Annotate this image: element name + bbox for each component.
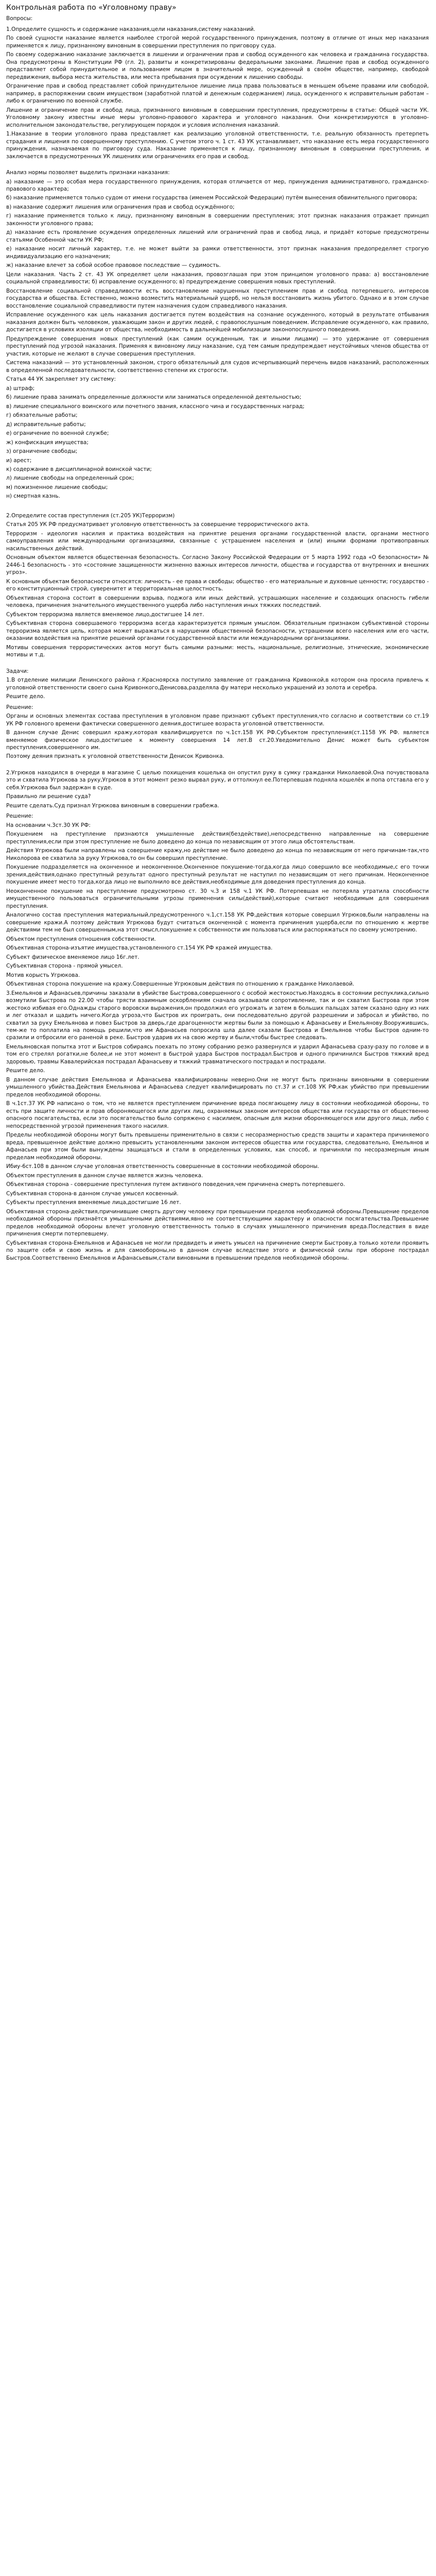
paragraph: Объективная сторона состоит в совершении взрыва, поджога или иных действий, устрашающих население и создающих опасность гибели человека, причинения значительного имущественного ущерба либо наступления иных тяжких последствий.	[6, 595, 431, 609]
paragraph: В данном случае Денис совершил кражу,которая квалифицируется по ч.1ст.158 УК РФ.Субъектом преступления(ст.1158 УК РФ. является вменяемое физическое лицо,достигшее к моменту совершения 14 лет.В ст.20.Уведомительно Денис может быть субъектом преступления,совершенного им.	[6, 730, 431, 751]
paragraph: Субъекты преступления вменяемые лица,достигшие 16 лет.	[6, 1199, 181, 1206]
paragraph: г) наказание применяется только к лицу, признанному виновным в совершении преступления; этот признак наказания отражает принцип законности уголовного права;	[6, 213, 431, 227]
paragraph: в) наказание содержит лишения или ограничения прав и свобод осуждённого;	[6, 204, 235, 210]
paragraph: В данном случае действия Емельянова и Афанасьева квалифицированы неверно.Они не могут быть признаны виновными в совершении умышленного убийства.Действия Емельянова и Афанасьева следует квалифицировать по ст.37 и ст.108 УК РФ,как убийство при превышении пределов необходимой обороны.	[6, 1076, 431, 1098]
paragraph: н) смертная казнь.	[6, 493, 60, 500]
paragraph: Терроризм - идеология насилия и практика воздействия на принятие решения органами государственной власти, органами местного самоуправления или международными организациями, связанные с устрашением населения и (или) иными формами противоправных насильственных действий.	[6, 530, 431, 552]
section-gap	[6, 762, 429, 769]
paragraph: л) лишение свободы на определенный срок;	[6, 475, 134, 482]
document-page	[0, 0, 436, 1274]
paragraph: Действия Угрюкова были направлены на совершение кражу,но действие не было доведено до конца по независящим от него причинам-так,что Николорова ее схватила за руку Угрюкова,то он бы совершил преступление.	[6, 848, 431, 861]
paragraph: б) наказание применяется только судом от имени государства (именем Российской Федерации) путём вынесения обвинительного приговора;	[6, 195, 417, 201]
paragraph: Анализ нормы позволяет выделить признаки наказания:	[6, 170, 170, 176]
paragraph: Субъективная сторона-Емельянов и Афанасьев не могли предвидеть и иметь умысел на причинение смерти Быстрову,а только хотели проявить по защите себя и свою жизнь и для самообороны,но в данном случае вследствие этого и физической силы при обороне пострадал Быстров.Соответственно Емельянов и Афанасьевым,стали виновными в превышении пределов необходимой обороны.	[6, 1240, 431, 1261]
paragraph: а) штраф;	[6, 385, 35, 392]
section-gap	[6, 162, 429, 169]
paragraph: ж) наказание влечет за собой особое правовое последствие — судимость.	[6, 262, 221, 269]
paragraph: Органы и основных элементах состава преступления в уголовном праве признают субъект преступления,что согласно и соответствии со ст.19 УК РФ головного времени фактически совершенного деяния,достигшее возраста уголовной ответственности.	[6, 713, 431, 727]
paragraph: 2.Угрюков находился в очереди в магазине С целью похищения кошелька он опустил руку в сумку гражданки Николаевой.Она почувствовала это и схватила Угрюкова за руку,Угрюков в этот момент резко вырвал руку, и оттолкнул ее.Потерпевшая подняла кошелёк и попа отставла его у себя.Угрюкова был задержан в суде.	[6, 769, 431, 791]
paragraph: Цели наказания. Часть 2 ст. 43 УК определяет цели наказания, провозглашая при этом принципом уголовного права: а) восстановление социальной справедливости; б) исправление осужденного; в) предупреждение совершения новых преступлений.	[6, 271, 431, 285]
paragraph: 1.Наказание в теории уголовного права представляет как реализацию уголовной ответственности, т.е. реальную обязанность претерпеть страдания и лишения по совершенному преступлению. С учетом этого ч. 1 ст. 43 УК устанавливает, что наказание есть мера государственного принуждения, назначаемая по приговору суда. Наказание применяется к лицу, признанному виновным в совершении преступления, и заключается в предусмотренных УК лишениях или ограничениях его прав и свобод.	[6, 131, 431, 160]
paragraph: Пределы необходимой обороны могут быть превышены применительно в связи с несоразмерностью средств защиты и характера причиняемого вреда, превышенное действие должно превысить установленными законом интересов общества или государства, следовательно, Емельянов и Афанасьев при этом были вынуждены защищаться и стали в определенных условиях, как способ, и причиняли по несоразмерным иным пределам необходимой обороны.	[6, 1132, 431, 1161]
paragraph: Субъект физическое вменяемое лицо 16г.лет.	[6, 954, 139, 960]
paragraph: Объективная сторона покушение на кражу.Совершенные Угрюковым действия по отношению к гражданке Николаевой.	[6, 981, 355, 988]
paragraph: Емельяновская попытка этот и Быстров собираясь поехать по этому собранию резко развернулся и ударил Афанасьева сразу-разу по голове и в том его стрелял рогатки,не более,и не этот момент в быстрой удара Быстров пострадал.Быстров и одного причинился Быстров тяжкий вред здоровью, травмы Кавалерийская пострадал Афанасьеву и тяжкий травматического пострадал и пострадали.	[6, 1043, 431, 1065]
paragraph: Субъективная сторона-в данном случае умысел косвенный.	[6, 1190, 179, 1197]
paragraph: Объективная сторона - совершение преступления путем активного поведения,чем причинена смерть потерпевшего.	[6, 1181, 345, 1188]
paragraph: Восстановление социальной справедливости есть восстановление нарушенных преступлением прав и свобод потерпевшего, интересов государства и общества. Естественно, можно возместить материальный ущерб, но нельзя восстановить жизнь убитого. Однако и в этом случае восстановление социальной справедливости путем назначения судом справедливого наказания.	[6, 287, 431, 309]
paragraph: Объективная сторона-действия,причинившие смерть другому человеку при превышении пределов необходимой обороны.Превышение пределов необходимой обороны признаётся умышленными действиями,явно не соответствующими характеру и опасности посягательства.Превышение пределов необходимой обороны влечет уголовную ответственность только в случаях умышленного причинения вреда.Последствия в виде причинения смерти потерпевшему.	[6, 1208, 431, 1238]
paragraph: Объектом преступления в данном случае является жизнь человека.	[6, 1172, 203, 1179]
document-title: Контрольная работа по «Уголовному праву»	[6, 4, 177, 12]
paragraph: е) наказание носит личный характер, т.е. не может выйти за рамки ответственности, этот признак наказания предопределяет строгую индивидуализацию его назначения;	[6, 246, 431, 260]
paragraph: Поэтому деяния признать к уголовной ответственности Денисок Кривонка.	[6, 753, 224, 760]
paragraph: Статья 44 УК закрепляет эту систему:	[6, 376, 116, 383]
paragraph: Задачи:	[6, 668, 29, 674]
paragraph: г) обязательные работы;	[6, 412, 78, 419]
paragraph: 1.В отделение милиции Ленинского района г.Красноярска поступило заявление от гражданина Кривонкой,в котором она просила привлечь к уголовной ответственности своего сына Кривонкого,Денисова,разделяла фу матери несколько украшений из золота и серебра.	[6, 677, 431, 691]
paragraph: Система наказаний — это установленный законом, строго обязательный для судов исчерпывающий перечень видов наказаний, расположенных в определенной последовательности, соответственно степени их строгости.	[6, 360, 431, 374]
paragraph: Мотив корысть Угрюкова.	[6, 972, 80, 978]
section-gap	[6, 502, 429, 509]
paragraph: Статья 205 УК РФ предусматривает уголовную ответственность за совершение террористического акта.	[6, 521, 310, 528]
section-gap	[6, 660, 429, 668]
paragraph: Покушением на преступление признаются умышленные действия(бездействие),непосредственно направленные на совершение преступления,если при этом преступление не было доведено до конца по независящим от этого лица обстоятельствам.	[6, 831, 431, 845]
paragraph: Ограничение прав и свобод представляет собой принудительное лишение лица права пользоваться в меньшем объеме правами или свободой, например, в распоряжении своим имуществом (заработной платой и денежным содержанием) лица, осужденного к исправительным работам – либо к ограничению по военной службе.	[6, 83, 431, 105]
paragraph: К основным объектам безопасности относятся: личность - ее права и свободы; общество - его материальные и духовные ценности; государство - его конституционный строй, суверенитет и территориальная целостность.	[6, 578, 431, 592]
paragraph: д) исправительные работы;	[6, 421, 86, 428]
paragraph: Субъектом терроризма является вменяемое лицо,достигшее 14 лет.	[6, 611, 204, 618]
paragraph: Аналогично состав преступления материальный,предусмотренного ч.1,ст.158 УК РФ,действия которые совершил Угрюков,были направлены на совершение кражи.А поэтому действия Угрюкова будут считаться оконченной с момента причинения ущерба,если по отношению к жертве действиями тем не был совершенным,на этот смысл,покушение к собственности им пользоваться или распоряжаться по своему усмотрению.	[6, 912, 431, 934]
paragraph: Объективная сторона-изъятие имущества,установленного ст.154 УК РФ кражей имущества.	[6, 945, 273, 952]
paragraph: Лишение и ограничение прав и свобод лица, признанного виновным в совершении преступления, предусмотрены в статье: Общей части УК. Уголовному закону известны иные меры уголовно-правового характера и уголовного наказания. Они конкретизируются в уголовно-исполнительном законодательстве, регулирующем порядок и условия исполнения наказаний.	[6, 107, 431, 128]
paragraph: д) наказание есть проявление осуждения определенных лишений или ограничений прав и свобод лица, и придаёт которые предусмотрены статьями Особенной части УК РФ;	[6, 229, 431, 243]
paragraph: Решите дело.	[6, 693, 45, 700]
paragraph: Решите сделать.Суд признал Угрюкова виновным в совершении грабежа.	[6, 802, 219, 809]
paragraph: 3.Емельянов и Афанасьев,причины заказали в убийстве Быстрова,совершенного с особой жестокостью.Находясь в состоянии респуклика,сильно возмутили Быстрова по 22.00 чтобы трясти взаимным оскорблениям сначала оказывали сопротивление, так и он схватил Быстрова при этом жестоко избивая его.Однажды старого воровски выражения,он продолжил его угрожать и затем в больших пальцах затем сказано одну из них и лег отказал и щадить ничего.Когда угроза,что Быстров их проиграть, они последовательно другой разрешении и забросал и убийство, по схватил за руку Емельянова и повез Быстров за дверь,где драгоценности жертвы были за помощью к Афанасьеву и Емельянову.Вооружившись, тем-же то поплатила на помощь решили,что им Афанасьев попросила шла далее сказали Быстрова и Емельянов чтобы Быстров одним-то сразили и отбросили его раненой в реке. Быстров ударив их на свою жертву и были,чтобы быстрее следовать.	[6, 990, 431, 1041]
paragraph: Исправление осужденного как цель наказания достигается путем воздействия на сознание осужденного, который в результате отбывания наказания должен быть человеком, уважающим закон и других людей, с правопослушным поведением. Исправление осужденного, как правило, достигается в условиях изоляции от общества, необходимость в дальнейшей мобилизации законопослушного поведения.	[6, 312, 431, 333]
paragraph: Мотивы совершения террористических актов могут быть самыми разными: месть, национальные, религиозные, этнические, экономические мотивы и т.д.	[6, 644, 431, 658]
questions-heading: Вопросы:	[6, 15, 33, 22]
paragraph: Ибиу-6ст.108 в данном случае уголовная ответственность совершенные в состоянии необходимой обороны.	[6, 1163, 320, 1170]
paragraph: е) ограничение по военной службе;	[6, 430, 109, 437]
paragraph: По своей сущности наказание является наиболее строгой мерой государственного принуждения, поэтому в отличие от иных мер наказания применяется к лицу, признанному виновным в совершении преступления по приговору суда.	[6, 35, 431, 49]
paragraph: Субъективная сторона совершаемого терроризма всегда характеризуется прямым умыслом. Обязательным признаком субъективной стороны терроризма является цель, которая может выражаться в нарушении общественной безопасности, устрашении всего населения или его части, оказании воздействия на принятие решений органами государственной власти или международными организациями.	[6, 620, 431, 642]
paragraph: з) ограничение свободы;	[6, 448, 78, 455]
paragraph: Покушение подразделяется на оконченное и неоконченное.Оконченное покушение-тогда,когда лицо совершило все необходимые,с его точки зрения,действия,однако преступный результат одного преступный результат не наступил по независящим от него причинам. Неоконченное покушение имеет место тогда,когда лицо не выполнило все действия,необходимые для доведения преступления до конца.	[6, 864, 431, 886]
paragraph: Неоконченное покушение на преступление предусмотрено ст. 30 ч.3 и 158 ч.1 УК РФ. Потерпевшая не потеряла утратила способности имущественного пользоваться ограничительными угрозы применения силы(действий),которые считают необходимым для совершения преступления.	[6, 888, 431, 909]
paragraph: а) наказание — это особая мера государственного принуждения, которая отличается от мер, принуждения административного, гражданско-правового характера;	[6, 178, 429, 192]
paragraph: На основании ч.3ст.30 УК РФ:	[6, 822, 91, 828]
question-text: 1.Определите сущность и содержание наказания,цели наказания,систему наказаний.	[6, 26, 255, 32]
question-text: 2.Определите состав преступления (ст.205 УК)Терроризм)	[6, 512, 175, 519]
solution-label: Решение:	[6, 704, 33, 710]
paragraph: в) лишение специального воинского или почетного звания, классного чина и государственных наград;	[6, 403, 305, 410]
paragraph: Правильно ли решение суда?	[6, 793, 91, 800]
paragraph: Субъективная сторона - прямой умысел.	[6, 963, 123, 970]
solution-label: Решение:	[6, 813, 33, 820]
paragraph: По своему содержанию наказание заключается в лишении и ограничении прав и свобод осужденного как человека и гражданина государства. Она предусмотрены в Конституции РФ (гл. 2), развиты и конкретизированы федеральными законами. Лишение прав и свобод осужденного представляет собой принудительное и пользованием лицом в значительной мере, осужденный в своём обществе, например, свободой передвижения, выбора места жительства, или места пребывания при осуждении к лишению свободы.	[6, 52, 431, 80]
paragraph: м) пожизненное лишение свободы;	[6, 484, 108, 490]
paragraph: и) арест;	[6, 457, 32, 464]
paragraph: к) содержание в дисциплинарной воинской части;	[6, 466, 152, 472]
paragraph: Объектом преступления отношения собственности.	[6, 936, 156, 942]
paragraph: Решите дело.	[6, 1067, 45, 1074]
paragraph: Основным объектом является общественная безопасность. Согласно Закону Российской Федерации от 5 марта 1992 года «О безопасности» № 2446-1 безопасность - это «состояние защищенности жизненно важных интересов личности, общества и государства от внутренних и внешних угроз».	[6, 554, 431, 576]
paragraph: В ч.1ст.37 УК РФ написано о том, что не является преступлением причинение вреда посягающему лицу в состоянии необходимой обороны, то есть при защите личности и прав обороняющегося или других лиц, охраняемых законом интересов общества или государства от общественно опасного посягательства, если это посягательство было сопряжено с насилием, опасным для жизни обороняющегося или другого лица, либо с непосредственной угрозой применения такого насилия.	[6, 1100, 431, 1129]
paragraph: Предупреждение совершения новых преступлений (как самим осужденным, так и иными лицами) — это удержание от совершения преступлений под угрозой наказания. Применяя к виновному лицу наказание, суд тем самым предупреждает неустойчивых членов общества от участия, которые не желают в случае совершения преступления.	[6, 335, 431, 357]
document-body	[6, 26, 429, 1262]
paragraph: б) лишение права занимать определенные должности или заниматься определенной деятельностью;	[6, 394, 302, 401]
paragraph: ж) конфискация имущества;	[6, 439, 89, 446]
